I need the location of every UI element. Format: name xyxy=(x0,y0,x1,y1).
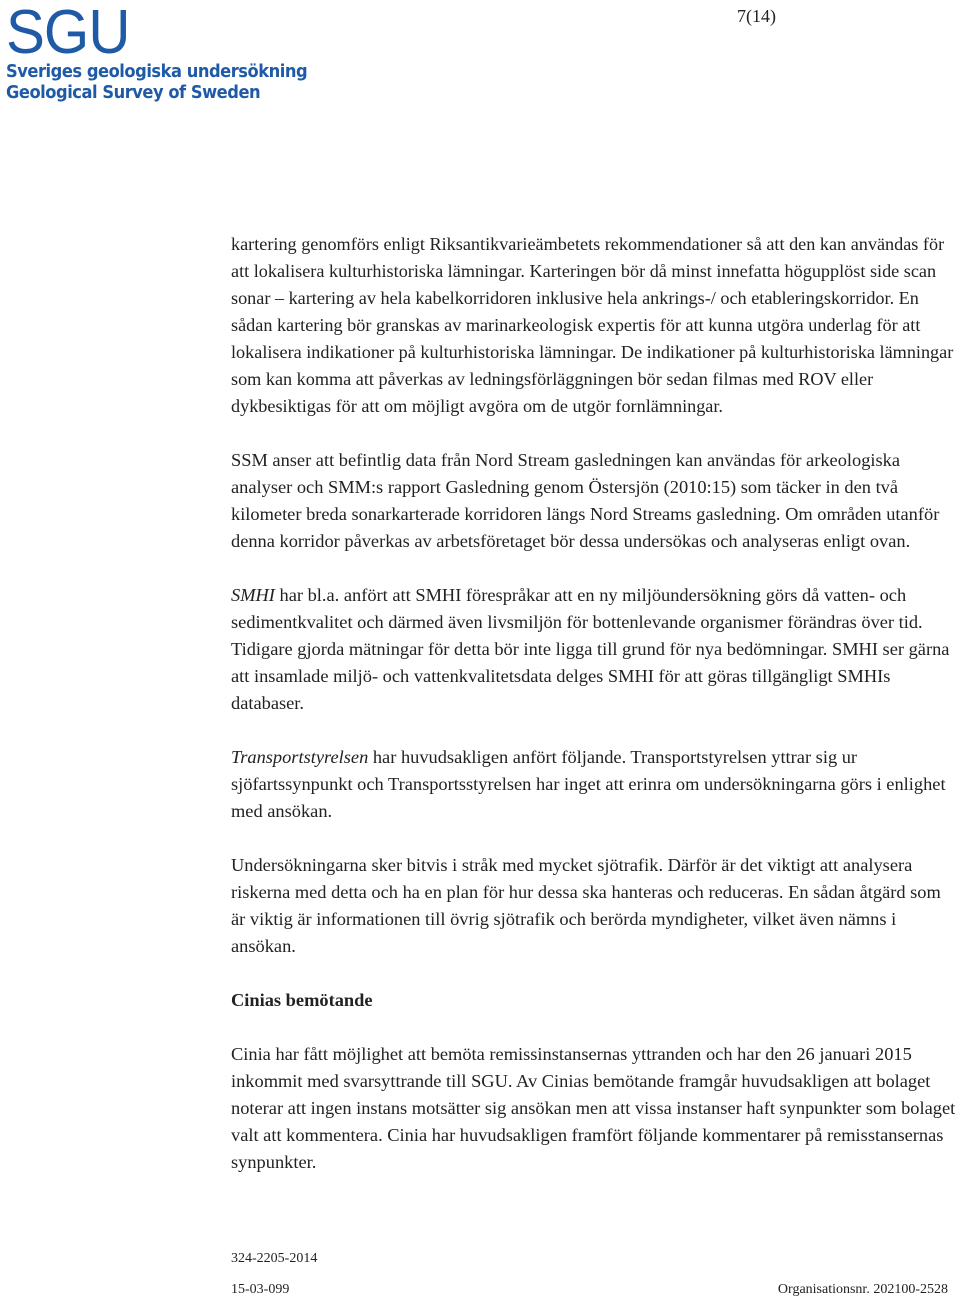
paragraph-transportstyrelsen xyxy=(231,744,959,825)
transportstyrelsen-text: har huvudsakligen anfört följande. Transportstyrelsen yttrar sig ur sjöfartssynpunkt och Transportsstyrelsen har inget att erinra om undersökningarna görs i enlighet med ansökan. xyxy=(231,747,946,821)
org-name-english: Geological Survey of Sweden xyxy=(6,83,261,103)
org-name-swedish: Sveriges geologiska undersökning xyxy=(6,62,308,82)
paragraph-cinia: Cinia har fått möjlighet att bemöta remissinstansernas yttranden och har den 26 januari 2015 inkommit med svarsyttrande till SGU. Av Cinias bemötande framgår huvudsakligen att bolaget noterar att ingen instans motsätter sig ansökan men att vissa instanser haft synpunkter som bolaget valt att kommentera. Cinia har huvudsakligen framfört följande kommentarer på remisstansernas synpunkter. xyxy=(231,1044,956,1172)
paragraph-smhi xyxy=(231,582,959,717)
logo-mark: SGU xyxy=(6,0,130,67)
section-heading-cinia: Cinias bemötande xyxy=(231,990,373,1010)
smhi-label: SMHI xyxy=(231,585,275,605)
footer-reference: 324-2205-2014 xyxy=(231,1251,318,1266)
paragraph-sjotrafik: Undersökningarna sker bitvis i stråk med mycket sjötrafik. Därför är det viktigt att analysera riskerna med detta och ha en plan för hur dessa ska hanteras och reduceras. En sådan åtgärd som är viktig är informationen till övrig sjötrafik och berörda myndigheter, vilket även nämns i ansökan. xyxy=(231,855,941,956)
page-number: 7(14) xyxy=(737,6,776,26)
footer-date: 15-03-099 xyxy=(231,1282,290,1297)
document-body xyxy=(231,231,959,1203)
transportstyrelsen-label: Transportstyrelsen xyxy=(231,747,369,767)
smhi-text: har bl.a. anfört att SMHI förespråkar att en ny miljöundersökning görs då vatten- och sedimentkvalitet och därmed även livsmiljön för bottenlevande organismer förändras över tid. Tidigare gjorda mätningar för detta bör inte ligga till grund för nya bedömningar. SMHI ser gärna att insamlade miljö- och vattenkvalitetsdata delges SMHI för att göras tillgängligt SMHIs databaser. xyxy=(231,585,950,713)
footer-org-number: Organisationsnr. 202100-2528 xyxy=(777,1282,948,1297)
sgu-logo xyxy=(6,0,330,104)
paragraph-ssm: SSM anser att befintlig data från Nord Stream gasledningen kan användas för arkeologiska analyser och SMM:s rapport Gasledning genom Östersjön (2010:15) som täcker in den två kilometer breda sonarkarterade korridoren längs Nord Streams gasledning. Om områden utanför denna korridor påverkas av arbetsföretaget bör dessa undersökas och analyseras enligt ovan. xyxy=(231,450,940,551)
paragraph-kartering: kartering genomförs enligt Riksantikvarieämbetets rekommendationer så att den kan användas för att lokalisera kulturhistoriska lämningar. Karteringen bör då minst innefatta högupplöst side scan sonar – kartering av hela kabelkorridoren inklusive hela ankrings-/ och etableringskorridor. En sådan kartering bör granskas av marinarkeologisk expertis för att kunna utgöra underlag för att lokalisera indikationer på kulturhistoriska lämningar. De indikationer på kulturhistoriska lämningar som kan komma att påverkas av ledningsförläggningen bör sedan filmas med ROV eller dykbesiktigas för att om möjligt avgöra om de utgör fornlämningar. xyxy=(231,234,954,416)
